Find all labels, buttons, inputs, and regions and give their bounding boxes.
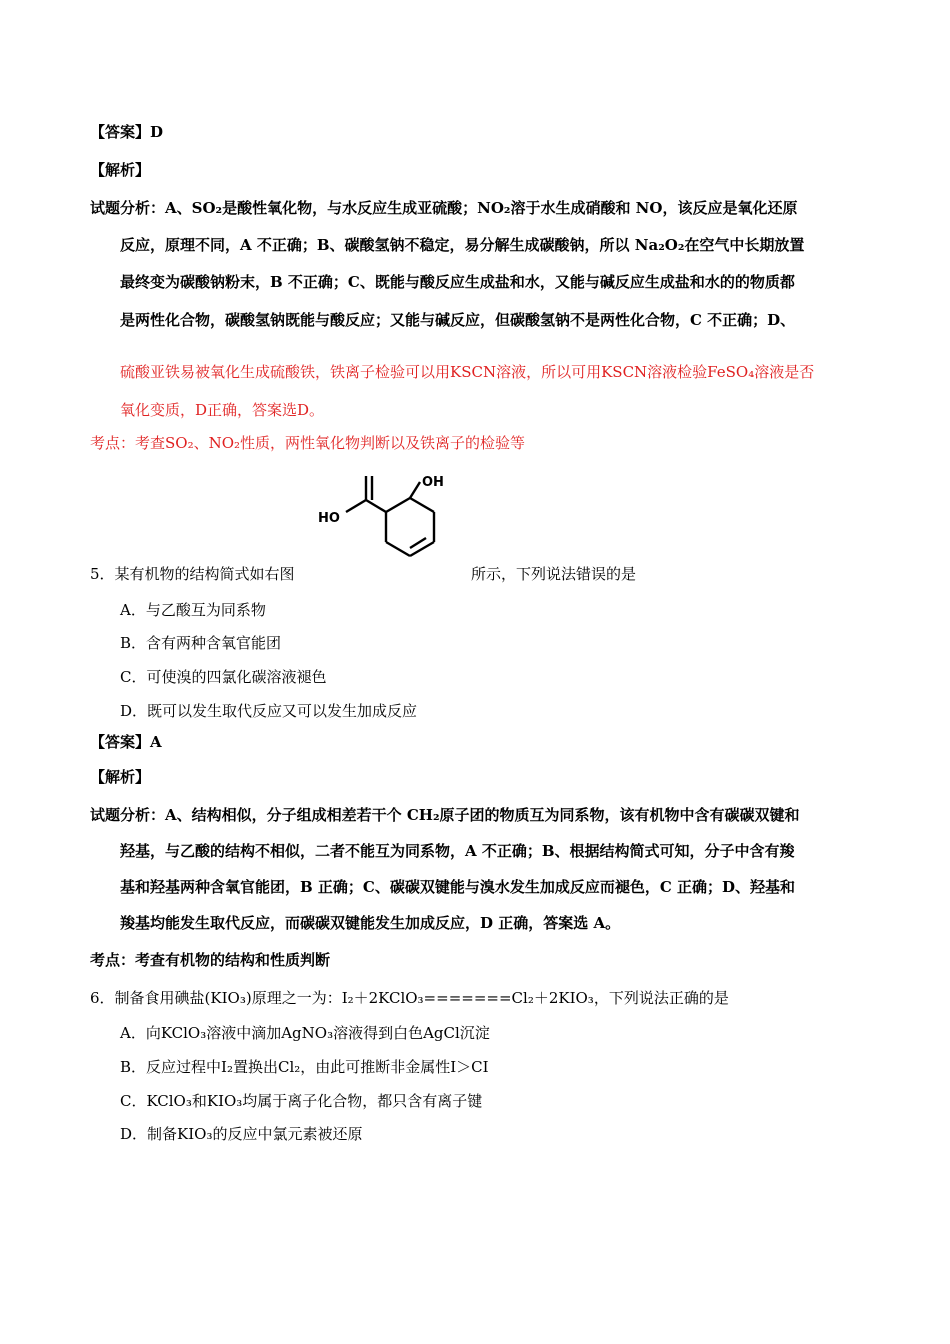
molecule-oh-label: OH [422, 475, 444, 490]
q5-stem-left: 5．某有机物的结构简式如右图 [90, 565, 295, 583]
q4-answer: 【答案】D [90, 123, 164, 141]
q5-analysis-line: 试题分析：A、结构相似，分子组成相差若干个 CH₂原子团的物质互为同系物，该有机物中含有碳碳双键和 [90, 806, 800, 824]
molecule-structure [318, 470, 468, 580]
q5-option: A．与乙酸互为同系物 [120, 601, 266, 619]
q5-stem-right: 所示，下列说法错误的是 [471, 565, 637, 583]
q5-analysis-line: 羟基，与乙酸的结构不相似，二者不能互为同系物，A 不正确；B、根据结构简式可知，分子中含有羧 [120, 842, 795, 860]
q4-kaodian: 考点：考查SO₂、NO₂性质，两性氧化物判断以及铁离子的检验等 [90, 434, 526, 452]
q4-analysis-line: 反应，原理不同，A 不正确；B、碳酸氢钠不稳定，易分解生成碳酸钠，所以 Na₂O₂在空气中长期放置 [120, 236, 805, 254]
q5-option: C．可使溴的四氯化碳溶液褪色 [120, 668, 327, 686]
q5-analysis-line: 羧基均能发生取代反应，而碳碳双键能发生加成反应，D 正确，答案选 A。 [120, 914, 621, 932]
q5-option: D．既可以发生取代反应又可以发生加成反应 [120, 702, 418, 720]
q6-option: A．向KClO₃溶液中滴加AgNO₃溶液得到白色AgCl沉淀 [120, 1024, 490, 1042]
q4-analysis-line: 最终变为碳酸钠粉末，B 不正确；C、既能与酸反应生成盐和水，又能与碱反应生成盐和水的的物质都 [120, 273, 795, 291]
q6-option: B．反应过程中I₂置换出Cl₂，由此可推断非金属性I＞CI [120, 1058, 489, 1076]
q4-red-line: 氧化变质，D正确，答案选D。 [120, 401, 325, 419]
q5-analysis-line: 基和羟基两种含氧官能团，B 正确；C、碳碳双键能与溴水发生加成反应而褪色，C 正确；D、羟基和 [120, 878, 796, 896]
q4-red-line: 硫酸亚铁易被氧化生成硫酸铁，铁离子检验可以用KSCN溶液，所以可用KSCN溶液检验FeSO₄溶液是否 [120, 363, 815, 381]
q6-stem: 6．制备食用碘盐(KIO₃)原理之一为：I₂＋2KClO₃=======Cl₂＋2KIO₃，下列说法正确的是 [90, 989, 729, 1007]
q5-option: B．含有两种含氧官能团 [120, 634, 282, 652]
q4-analysis-line: 是两性化合物，碳酸氢钠既能与酸反应；又能与碱反应，但碳酸氢钠不是两性化合物，C 不正确；D、 [120, 311, 796, 329]
q6-option: C．KClO₃和KIO₃均属于离子化合物，都只含有离子键 [120, 1092, 483, 1110]
q4-analysis-line: 试题分析：A、SO₂是酸性氧化物，与水反应生成亚硫酸；NO₂溶于水生成硝酸和 NO，该反应是氧化还原 [90, 199, 798, 217]
q4-analysis-heading: 【解析】 [90, 161, 151, 179]
q5-kaodian: 考点：考查有机物的结构和性质判断 [90, 951, 331, 969]
q5-answer: 【答案】A [90, 733, 162, 751]
q6-option: D．制备KIO₃的反应中氯元素被还原 [120, 1125, 363, 1143]
molecule-ho-label: HO [318, 511, 340, 526]
q5-analysis-heading: 【解析】 [90, 768, 151, 786]
